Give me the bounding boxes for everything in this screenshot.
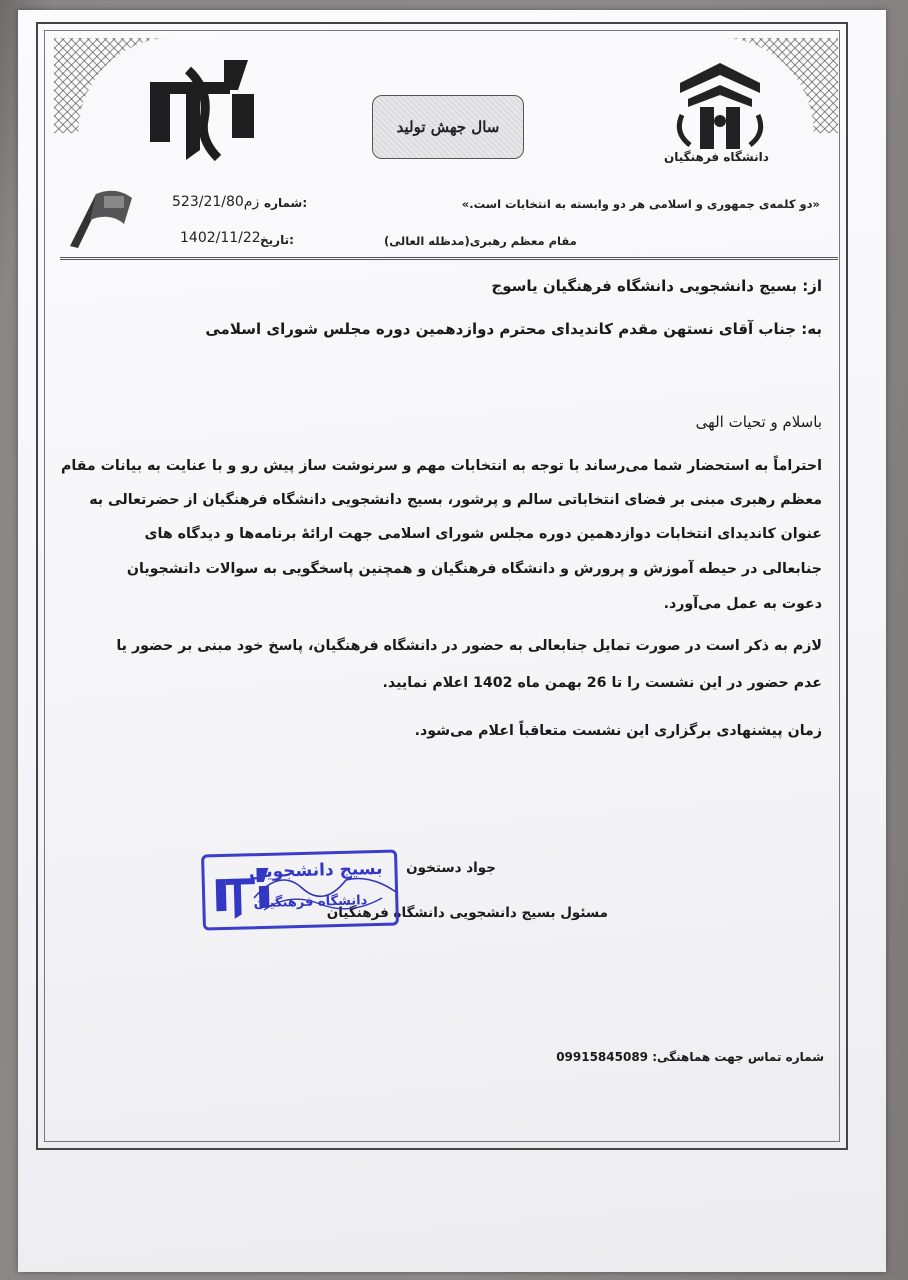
date-label: تاریخ: [260,233,294,247]
header-divider [60,257,838,260]
letter-from: از: بسیج دانشجویی دانشگاه فرهنگیان یاسوج [491,277,822,295]
paragraph3: زمان پیشنهادی برگزاری این نشست متعاقباً اعلام می‌شود. [414,723,822,739]
handwritten-signature [250,858,400,928]
paragraph1-line: دعوت به عمل می‌آورد. [663,596,822,612]
stamp-subtitle: دانشگاه فرهنگیان [253,893,368,912]
paragraph1-line: عنوان کاندیدای انتخابات دوازدهمین دوره مجلس شورای اسلامی جهت ارائهٔ برنامه‌ها و دیدگاه های [144,526,822,542]
basij-logo [140,50,265,168]
date-value: 1402/11/22 [180,230,261,246]
letter-to: به: جناب آقای نستهن مقدم کاندیدای محترم دوازدهمین دوره مجلس شورای اسلامی [205,320,822,338]
university-logo-text: دانشگاه فرهنگیان [664,150,769,164]
year-badge: سال جهش تولید [372,95,524,159]
paragraph1-line: جنابعالی در حیطه آموزش و پرورش و دانشگاه فرهنگیان و همچنین پاسخگویی به سوالات دانشجویان [126,561,822,577]
signer-title: مسئول بسیج دانشجویی دانشگاه فرهنگیان [326,905,608,921]
paragraph1-line: معظم رهبری مبنی بر فضای انتخاباتی سالم و پرشور، بسیج دانشجویی دانشگاه فرهنگیان از حضرتعالی به [89,492,822,508]
paragraph2-line: لازم به ذکر است در صورت تمایل جنابعالی به حضور در دانشگاه فرهنگیان، پاسخ خود مبنی بر حضور یا [116,638,822,654]
flag-icon [66,180,138,252]
signer-name: جواد دستخون [406,860,496,876]
letter-greeting: باسلام و تحیات الهی [695,413,822,431]
paragraph2-line: عدم حضور در این نشست را تا 26 بهمن ماه 1402 اعلام نمایید. [382,675,822,691]
number-label: شماره: [264,196,308,210]
contact-info: شماره تماس جهت هماهنگی: 09915845089 [556,1050,824,1064]
number-value: 523/21/80زم [172,194,260,210]
paragraph1-line: احتراماً به استحضار شما می‌رساند با توجه به انتخابات مهم و سرنوشت ساز پیش رو و با عنایت به بیانات مقام [61,458,822,474]
stamp-title: بسیج دانشجویی [248,858,383,883]
slogan: «دو کلمه‌ی جمهوری و اسلامی هر دو وابسته به انتخابات است.» [461,197,820,211]
slogan-author: مقام معظم رهبری(مدظله العالی) [384,234,577,248]
